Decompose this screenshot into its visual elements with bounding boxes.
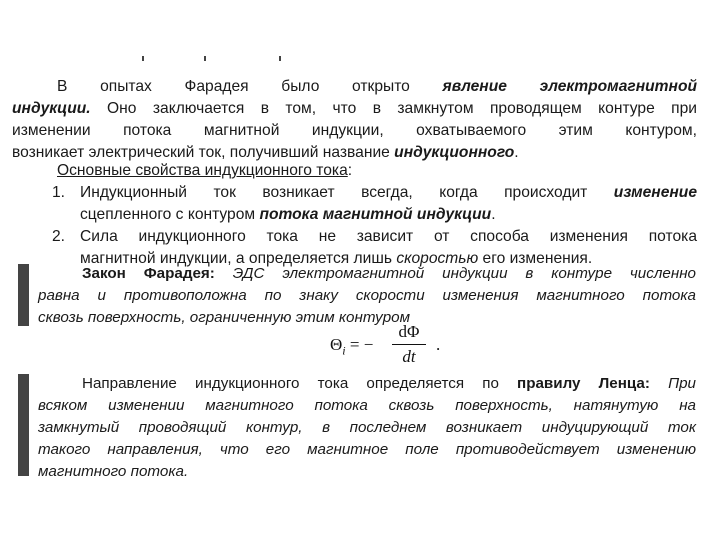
term-induction-current: индукционного [394,144,515,161]
intro-line-1: В опытах Фарадея было открыто явление электромагнитной [57,78,697,95]
lenz-rule-label: правилу Ленца: [517,375,650,392]
list-item: 2. Сила индукционного тока не зависит от способа изменения потока магнитной индукции, а определяется лишь скоростью его изменения. [52,228,697,267]
properties-list [12,182,697,270]
intro-line-4: возникает электрический ток, получивший название индукционного. [12,144,519,161]
faraday-law-label: Закон Фарадея: [82,265,215,282]
side-bar-marker [18,374,29,476]
intro-line-3: изменении потока магнитной индукции, охватываемого этим контуром, [12,122,697,139]
formula-fraction: dΦ dt [392,322,426,367]
faraday-law-block: Закон Фарадея: ЭДС электромагнитной индукции в контуре численно равна и противоположна по знаку скорости изменения магнитного потока сквозь поверхность, ограниченную этим контуром [38,265,696,326]
list-number: 1. [52,184,66,201]
lenz-rule-block: Направление индукционного тока определяется по правилу Ленца: При всяком изменении магнитного потока сквозь поверхность, натянутую на замкнутый проводящий контур, в последнем возникает индуцирующий ток такого направления, что его магнитное поле противодействует изменению магнитного потока. [38,375,696,480]
faraday-formula: $\Theta_i$ = − dΦ dt . [330,322,441,366]
properties-heading: Основные свойства индукционного тока: [57,162,353,179]
scan-artifact [134,54,284,64]
intro-line-2: индукции. Оно заключается в том, что в замкнутом проводящем контуре при [12,100,697,117]
intro-paragraph [12,76,697,164]
list-item: 1. Индукционный ток возникает всегда, когда происходит изменение сцепленного с контуром потока магнитной индукции. [52,184,697,223]
term-electromagnetic-induction: явление электромагнитной [442,78,697,95]
list-number: 2. [52,228,66,245]
side-bar-marker [18,264,29,326]
